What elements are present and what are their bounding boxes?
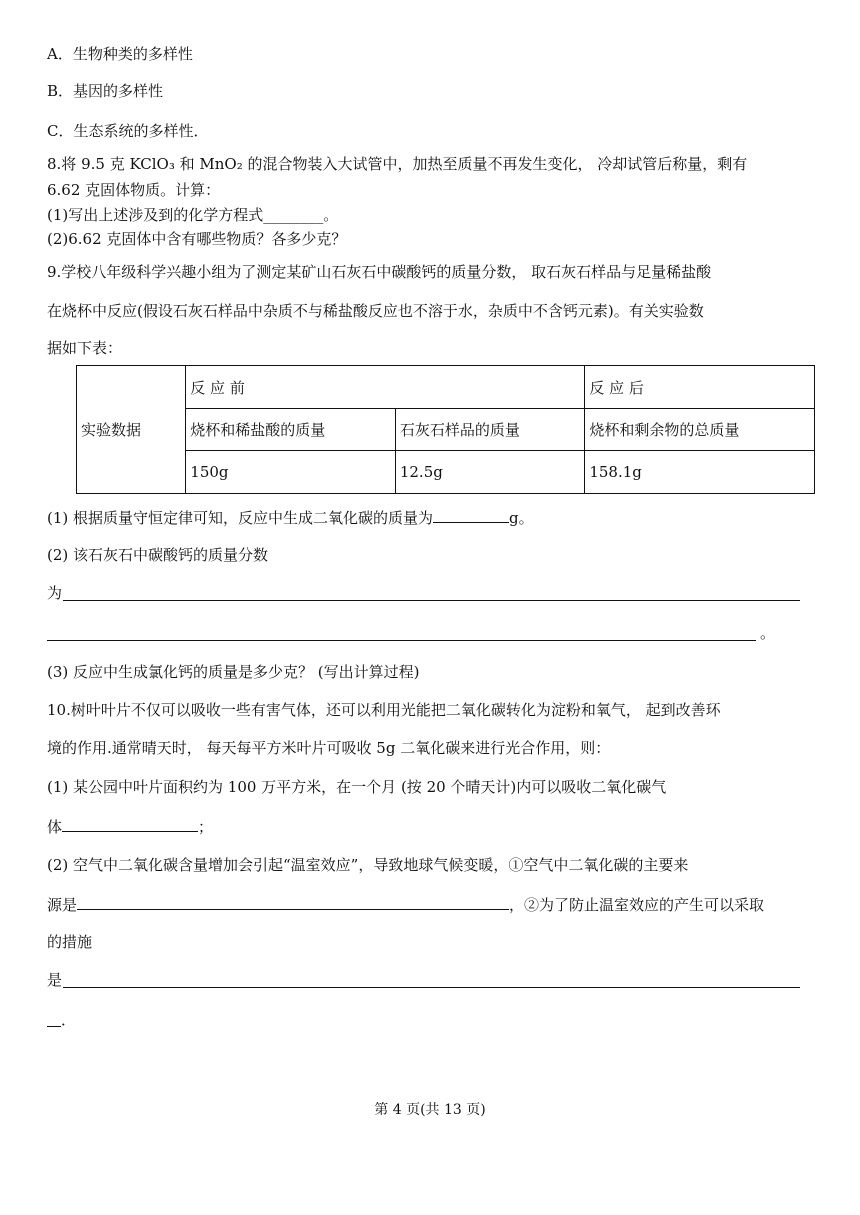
col-beaker-acid: 烧杯和稀盐酸的质量: [186, 409, 396, 451]
q10-line2: 境的作用.通常晴天时， 每天每平方米叶片可吸收 5g 二氧化碳来进行光合作用，则：: [47, 739, 611, 757]
q9-sub1: [47, 507, 534, 528]
co2-source-blank[interactable]: [77, 894, 509, 910]
q9-line1: 9.学校八年级科学兴趣小组为了测定某矿山石灰石中碳酸钙的质量分数， 取石灰石样品与足量稀盐酸: [47, 263, 712, 281]
q9-sub1-unit: g。: [509, 509, 534, 527]
q9-line2: 在烧杯中反应(假设石灰石样品中杂质不与稀盐酸反应也不溶于水，杂质中不含钙元素)。有关实验数: [47, 302, 704, 320]
q10-sub2-shi: 是: [47, 971, 63, 989]
option-b: B．基因的多样性: [47, 82, 164, 100]
col-total-after: 烧杯和剩余物的总质量: [585, 409, 815, 451]
option-a: A．生物种类的多样性: [47, 45, 193, 63]
q10-sub1-ti: 体: [47, 818, 63, 836]
co2-absorbed-blank[interactable]: [62, 816, 198, 832]
col-limestone: 石灰石样品的质量: [395, 409, 585, 451]
row-label: 实验数据: [77, 366, 186, 494]
q8-line1: 8.将 9.5 克 KClO₃ 和 MnO₂ 的混合物装入大试管中，加热至质量不再发生变化， 冷却试管后称量，剩有: [47, 155, 748, 173]
header-before: 反 应 前: [186, 366, 585, 409]
q9-sub2-end: 。: [760, 624, 776, 642]
q9-sub3: (3) 反应中生成氯化钙的质量是多少克？ (写出计算过程): [47, 663, 420, 681]
q10-sub2-src: 源是: [47, 896, 78, 914]
q10-sub1-end: ；: [198, 818, 214, 836]
q9-line3: 据如下表：: [47, 339, 123, 357]
q9-sub2: (2) 该石灰石中碳酸钙的质量分数: [47, 546, 269, 564]
val-beaker-acid: 150g: [186, 451, 396, 494]
q10-sub2: (2) 空气中二氧化碳含量增加会引起“温室效应”，导致地球气候变暖，①空气中二氧化碳的主要来: [47, 856, 689, 874]
caco3-fraction-blank-2[interactable]: [47, 640, 756, 641]
experiment-table: [76, 365, 815, 494]
q9-sub2-wei: 为: [47, 584, 63, 602]
measure-blank-1[interactable]: [63, 987, 800, 988]
val-limestone: 12.5g: [395, 451, 585, 494]
q10-line1: 10.树叶叶片不仅可以吸收一些有害气体，还可以利用光能把二氧化碳转化为淀粉和氧气， 起到改善环: [47, 701, 721, 719]
q10-sub2-cuoshi: 的措施: [47, 933, 93, 951]
q10-sub1: (1) 某公园中叶片面积约为 100 万平方米，在一个月 (按 20 个晴天计)内可以吸收二氧化碳气: [47, 778, 667, 796]
option-c: C．生态系统的多样性．: [47, 122, 209, 140]
q10-sub2-end: ．: [61, 1011, 77, 1029]
q10-sub2-mid: ，②为了防止温室效应的产生可以采取: [509, 896, 765, 914]
measure-blank-2[interactable]: [47, 1026, 61, 1027]
page-footer: 第 4 页(共 13 页): [374, 1102, 486, 1118]
caco3-fraction-blank-1[interactable]: [63, 600, 800, 601]
q10-sub2-line2: [47, 894, 764, 915]
co2-mass-blank[interactable]: [433, 507, 509, 523]
q8-sub2: (2)6.62 克固体中含有哪些物质？各多少克？: [47, 230, 347, 248]
q8-sub1: (1)写出上述涉及到的化学方程式________。: [47, 206, 339, 224]
q9-sub1-text: (1) 根据质量守恒定律可知，反应中生成二氧化碳的质量为: [47, 509, 434, 527]
q10-sub1-line2: [47, 816, 213, 837]
header-after: 反 应 后: [585, 366, 815, 409]
q8-line2: 6.62 克固体物质。计算：: [47, 181, 221, 199]
val-total-after: 158.1g: [585, 451, 815, 494]
